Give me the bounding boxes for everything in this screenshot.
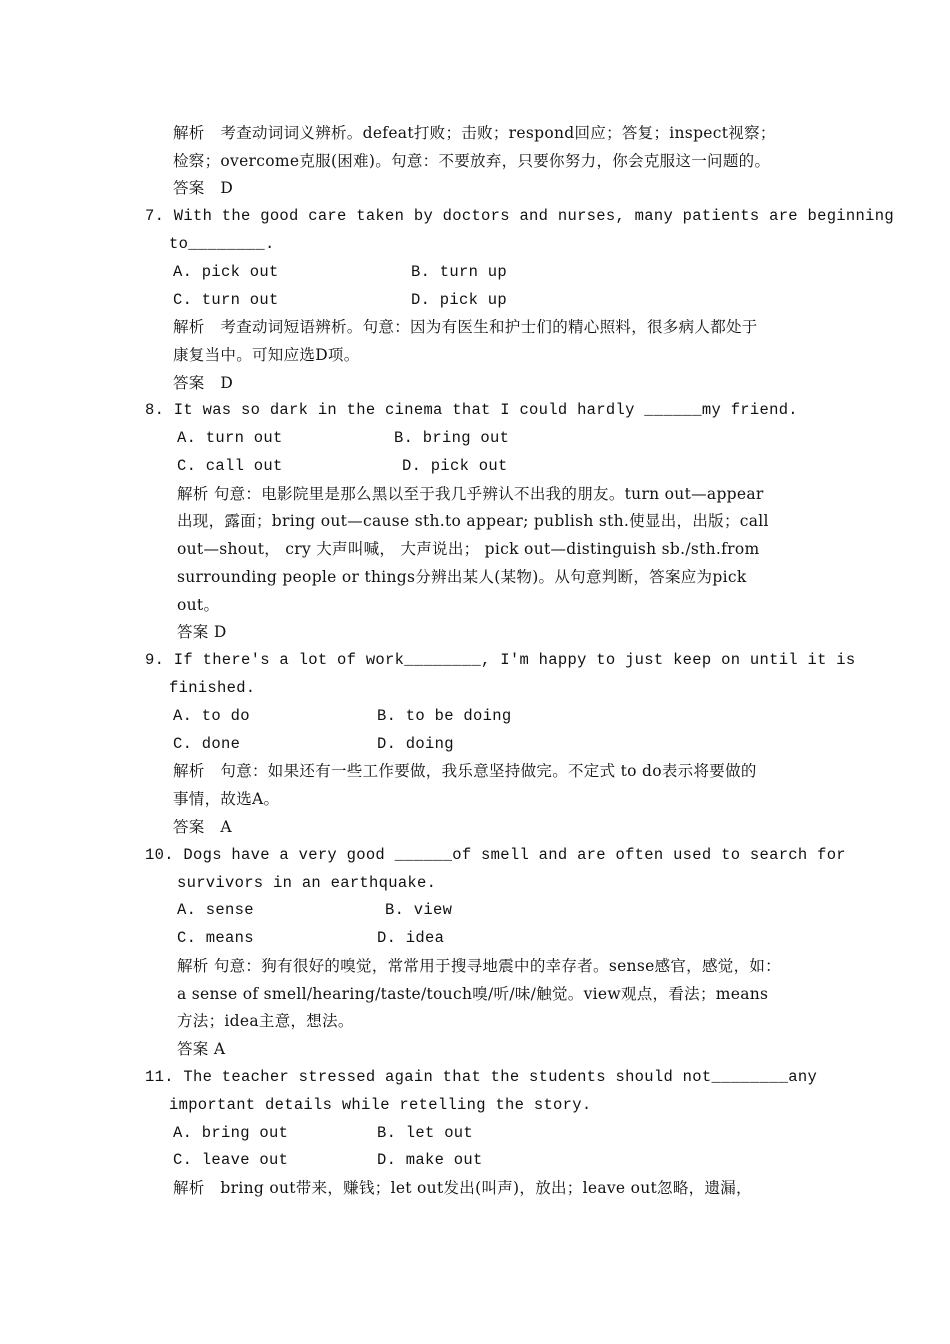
text-line: 事情，故选A。 (173, 790, 280, 808)
option: D. pick out (402, 457, 508, 475)
option: B. view (385, 901, 453, 919)
text-line: finished. (169, 679, 256, 697)
question-10: 10. Dogs have a very good ______of smell and are often used to search for (145, 846, 846, 864)
option: A. bring out (173, 1124, 289, 1142)
text-line: 解析 句意：狗有很好的嗅觉，常常用于搜寻地震中的幸存者。sense感官，感觉，如： (177, 957, 781, 975)
option: C. means (177, 929, 254, 947)
option: A. to do (173, 707, 250, 725)
option: D. pick up (411, 291, 508, 309)
option: D. doing (377, 735, 454, 753)
text-line: 答案 D (177, 623, 227, 641)
text-line: 答案 A (173, 818, 232, 836)
text-line: 解析 bring out带来，赚钱；let out发出(叫声)，放出；leave out忽略，遗漏， (173, 1179, 752, 1197)
text-line: surrounding people or things分辨出某人(某物)。从句意判断，答案应为pick (177, 568, 747, 586)
text-line: 解析 考查动词短语辨析。句意：因为有医生和护士们的精心照料，很多病人都处于 (173, 318, 758, 336)
text-line: 解析 考查动词词义辨析。defeat打败；击败；respond回应；答复；inspect视察； (173, 124, 776, 142)
text-line: survivors in an earthquake. (177, 874, 437, 892)
option: A. pick out (173, 263, 279, 281)
text-line: 解析 句意：如果还有一些工作要做，我乐意坚持做完。不定式 to do表示将要做的 (173, 762, 757, 780)
question-9: 9. If there's a lot of work________, I'm happy to just keep on until it is (145, 651, 856, 669)
text-line: out。 (177, 596, 220, 614)
text-line: 方法；idea主意，想法。 (177, 1012, 354, 1030)
text-line: 出现，露面；bring out—cause sth.to appear; publish sth.使显出，出版；call (177, 512, 769, 530)
option: C. done (173, 735, 241, 753)
question-11: 11. The teacher stressed again that the students should not________any (145, 1068, 818, 1086)
text-line: a sense of smell/hearing/taste/touch嗅/听/味/触觉。view观点，看法；means (177, 985, 769, 1003)
question-7: 7. With the good care taken by doctors and nurses, many patients are beginning (145, 207, 894, 225)
option: B. turn up (411, 263, 508, 281)
option: C. call out (177, 457, 283, 475)
option: B. let out (377, 1124, 474, 1142)
option: C. leave out (173, 1151, 289, 1169)
option: B. to be doing (377, 707, 512, 725)
text-line: 解析 句意：电影院里是那么黑以至于我几乎辨认不出我的朋友。turn out—appear (177, 485, 764, 503)
text-line: 答案 A (177, 1040, 226, 1058)
option: D. idea (377, 929, 445, 947)
option: A. turn out (177, 429, 283, 447)
text-line: important details while retelling the story. (169, 1096, 592, 1114)
question-8: 8. It was so dark in the cinema that I could hardly ______my friend. (145, 401, 798, 419)
text-line: 检察；overcome克服(困难)。句意：不要放弃，只要你努力，你会克服这一问题的。 (173, 152, 771, 170)
text-line: to________. (169, 235, 275, 253)
option: D. make out (377, 1151, 483, 1169)
option: C. turn out (173, 291, 279, 309)
text-line: 康复当中。可知应选D项。 (173, 346, 360, 364)
text-line: out—shout， cry 大声叫喊， 大声说出； pick out—distinguish sb./sth.from (177, 540, 760, 558)
option: A. sense (177, 901, 254, 919)
text-line: 答案 D (173, 179, 234, 197)
text-line: 答案 D (173, 374, 234, 392)
option: B. bring out (394, 429, 510, 447)
